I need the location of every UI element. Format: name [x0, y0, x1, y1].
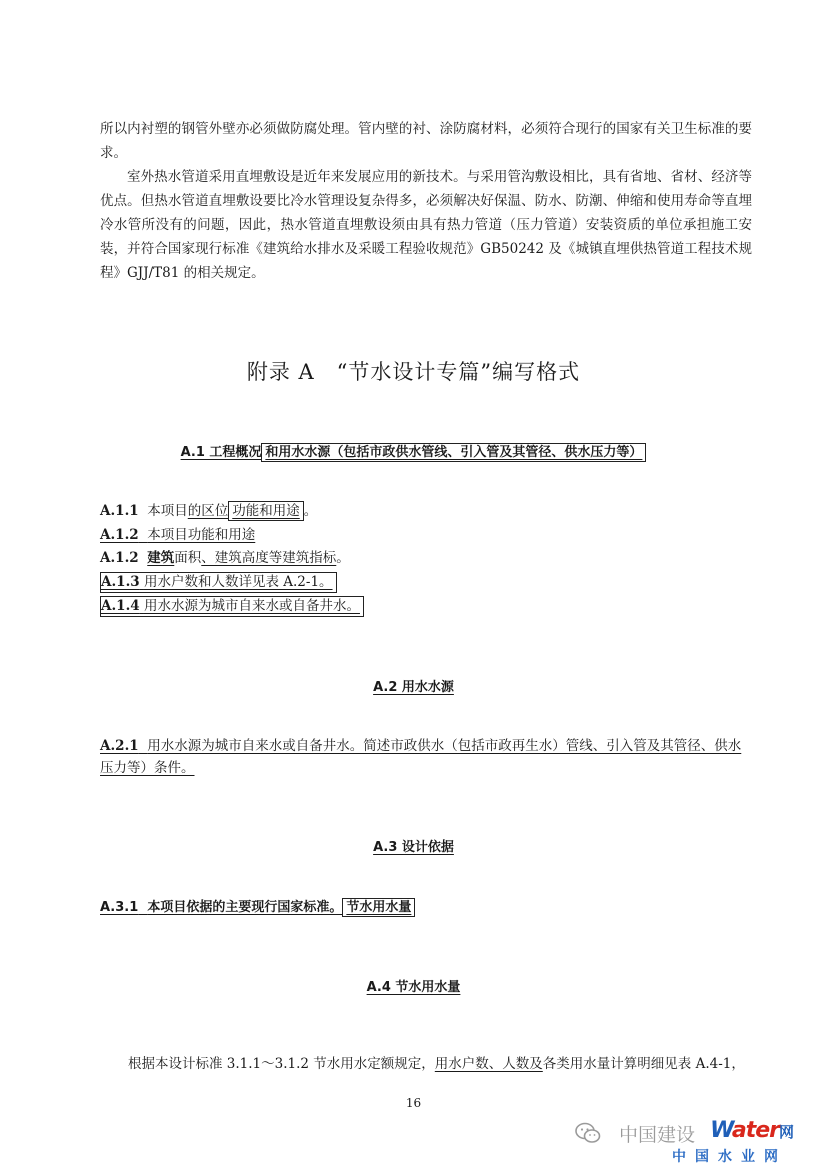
intro-paragraph-1: 所以内衬塑的钢管外壁亦必须做防腐处理。管内壁的衬、涂防腐材料，必须符合现行的国家有关卫生标准的要求。	[100, 121, 752, 161]
section-heading-a1-plain: A.1 工程概况	[180, 445, 262, 460]
item-text-underlined: 、建筑高度等建筑指标	[201, 550, 337, 566]
a4-text-end: 各类用水量计算明细见表 A.4-1，	[542, 1056, 745, 1072]
wechat-icon	[575, 1122, 601, 1144]
item-a1-4	[100, 596, 364, 617]
section-heading-a4: A.4 节水用水量	[366, 980, 461, 995]
a4-text: 根据本设计标准 3.1.1～3.1.2 节水用水定额规定，	[128, 1056, 435, 1072]
item-a1-1	[100, 501, 317, 521]
watermark-brand-logo: Water网	[710, 1118, 793, 1143]
item-a1-2	[100, 525, 255, 545]
section-heading-a1	[0, 441, 827, 460]
item-a1-3	[100, 572, 337, 593]
item-number: A.2.1	[100, 738, 139, 754]
page-number: 16	[405, 1096, 422, 1110]
item-text: 用水水源为城市自来水或自备井水。简述市政供水（包括市政再生水）管线、引入管及其管径、供水压力等）条件。	[100, 738, 742, 776]
item-text: 本项目功能和用途	[147, 527, 256, 543]
item-number: A.1.2	[100, 527, 139, 543]
item-a1-2b	[100, 548, 350, 568]
item-text-end: 。	[303, 503, 318, 519]
item-a2-1	[100, 735, 752, 779]
item-text: 面积	[174, 550, 202, 566]
watermark-text-line1: 中国建设	[618, 1124, 695, 1146]
item-number: A.1.3	[101, 574, 140, 590]
item-boxed-line	[100, 596, 364, 617]
item-number: A.3.1	[100, 900, 139, 915]
a4-paragraph	[100, 1053, 760, 1075]
appendix-title: 附录 A “节水设计专篇”编写格式	[246, 360, 581, 384]
item-boxed-line	[100, 572, 337, 593]
item-number: A.1.4	[101, 598, 140, 614]
item-text-underlined: 的区位	[187, 503, 229, 519]
item-text-end: 。	[336, 550, 350, 566]
item-number-extra: 建筑	[147, 550, 175, 566]
item-text: 本项目依据的主要现行国家标准。	[147, 900, 343, 915]
item-number: A.1.1	[100, 503, 139, 519]
item-text-boxed: 功能和用途	[228, 501, 304, 521]
item-text: 用水水源为城市自来水或自备井水。	[143, 598, 360, 614]
section-heading-a2: A.2 用水水源	[373, 680, 454, 695]
item-a3-1	[100, 896, 415, 915]
item-text: 本项目	[147, 503, 188, 519]
intro-paragraph-2: 室外热水管道采用直埋敷设是近年来发展应用的新技术。与采用管沟敷设相比，具有省地、省材、经济等优点。但热水管道直埋敷设要比冷水管理设复杂得多，必须解决好保温、防水、防潮、伸缩和使用寿命等直埋冷水管所没有的问题，因此，热水管道直埋敷设须由具有热力管道（压力管道）安装资质的单位承担施工安装，并符合国家现行标准《建筑给水排水及采暖工程验收规范》GB50242 及《城镇直埋供热管道工程技术规程》GJJ/T81 的相关规定。	[100, 169, 752, 281]
a4-text-underlined: 用水户数、人数及	[434, 1056, 543, 1072]
item-text-boxed: 节水用水量	[342, 898, 415, 917]
watermark	[575, 1120, 815, 1164]
section-heading-a3: A.3 设计依据	[373, 840, 454, 855]
item-number: A.1.2	[100, 550, 139, 566]
section-heading-a1-boxed: 和用水水源（包括市政供水管线、引入管及其管径、供水压力等）	[261, 443, 646, 462]
watermark-text-line2: 中国水业网	[672, 1149, 787, 1165]
item-text: 用水户数和人数详见表 A.2-1。	[143, 574, 333, 590]
